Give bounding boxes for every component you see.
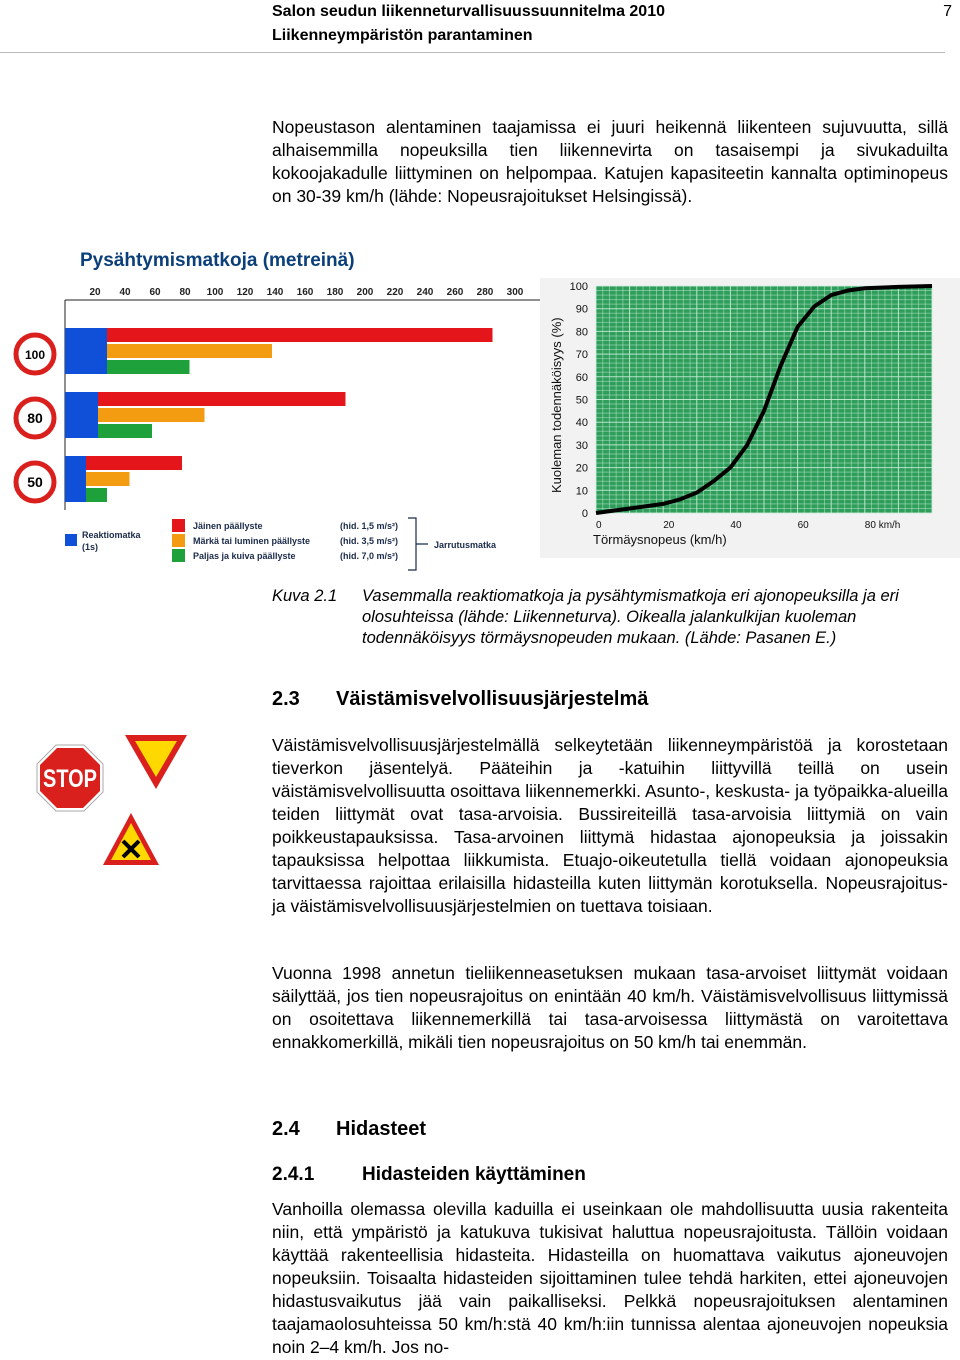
page-number: 7	[943, 3, 952, 20]
x-tick-label: 260	[446, 287, 464, 298]
section-heading-2-3	[272, 688, 648, 711]
legend-swatch-reaction	[65, 534, 77, 546]
header-divider	[0, 52, 945, 53]
caption-label: Kuva 2.1	[272, 587, 338, 605]
section-number: 2.4.1	[272, 1164, 315, 1185]
x-tick-label: 80 km/h	[864, 520, 901, 531]
x-tick-label: 160	[296, 287, 314, 298]
x-tick-label: 60	[149, 287, 161, 298]
legend-decel: (hid. 1,5 m/s²)	[340, 521, 399, 531]
legend-decel: (hid. 7,0 m/s²)	[340, 551, 399, 561]
death-probability-chart	[540, 278, 960, 558]
y-axis-label: Kuoleman todennäköisyys (%)	[549, 317, 564, 493]
y-tick-label: 90	[575, 303, 588, 316]
x-tick-label: 300	[506, 287, 524, 298]
braking-bracket	[408, 518, 428, 570]
section-number: 2.4	[272, 1118, 300, 1140]
dry-braking-bar	[107, 360, 190, 374]
reaction-bar	[65, 392, 98, 438]
section-title: Hidasteiden käyttäminen	[362, 1164, 586, 1185]
reaction-bar	[65, 328, 107, 374]
legend-label-braking: Jarrutusmatka	[434, 540, 497, 550]
speed-limit-label: 80	[27, 410, 43, 426]
x-tick-label: 140	[266, 287, 284, 298]
yield-sign-icon	[124, 734, 188, 790]
legend-swatch	[172, 534, 185, 547]
header-title: Salon seudun liikenneturvallisuussuunnitelma 2010	[272, 3, 665, 20]
x-tick-label: 240	[416, 287, 434, 298]
ice-braking-bar	[107, 328, 493, 342]
x-tick-label: 200	[356, 287, 374, 298]
section-number: 2.3	[272, 688, 300, 710]
section-2-3-paragraph-2: Vuonna 1998 annetun tieliikenneasetuksen mukaan tasa-arvoiset liittymät voidaan säilyttää, jos tien nopeusrajoitus on enintään 40 km/h. Väistämisvelvollisuus liittymissä on osoitettava liikennemerkillä tai tasa-arvoisessa liittymästä on varoitettava ennakkomerkillä, mikäli tien nopeusrajoitus on 50 km/h tai enemmän.	[272, 963, 948, 1052]
y-tick-label: 60	[575, 371, 588, 384]
header-subtitle: Liikenneympäristön parantaminen	[272, 27, 533, 44]
x-tick-label: 220	[386, 287, 404, 298]
y-tick-label: 80	[575, 326, 588, 339]
y-tick-label: 30	[575, 439, 588, 452]
y-tick-label: 100	[569, 281, 588, 293]
x-tick-label: 40	[119, 287, 131, 298]
intro-paragraph: Nopeustason alentaminen taajamissa ei juuri heikennä liikenteen sujuvuutta, sillä alhaisemmilla nopeuksilla tien liikennevirta on tasaisempi ja sivukaduilta kokoojakadulle liittyminen on helpompaa. Katujen kapasiteetin kannalta optiminopeus on 30-39 km/h (lähde: Nopeusrajoitukset Helsingissä).	[272, 117, 948, 206]
section-title: Väistämisvelvollisuusjärjestelmä	[336, 688, 649, 710]
section-2-3-paragraph-1: Väistämisvelvollisuusjärjestelmällä selkeytetään liikenneympäristöä ja korostetaan tieverkon jäsentelyä. Pääteihin ja -katuihin liittyvillä teillä on usein väistämisvelvollisuutta osoittava liikennemerkki. Asunto-, keskusta- ja työpaikka-alueilla teiden liittymät ovat tasa-arvoisia. Bussireiteillä tasa-arvoisia liittymiä on vain poikkeustapauksissa. Tasa-arvoinen liittymä hidastaa ajonopeuksia ja joissakin tapauksissa helpottaa liikkumista. Etuajo-oikeutetulla tiellä voidaan ajonopeuksia tarvittaessa rajoittaa erilaisilla hidasteilla kuten liittymän korotuksella. Nopeusrajoitus- ja väistämisvelvollisuusjärjestelmien on tuettava toisiaan.	[272, 735, 948, 916]
x-tick-label: 20	[89, 287, 101, 298]
speed-limit-label: 100	[24, 348, 46, 362]
dry-braking-bar	[98, 424, 152, 438]
ice-braking-bar	[98, 392, 346, 406]
y-tick-label: 0	[581, 508, 588, 520]
x-tick-label: 180	[326, 287, 344, 298]
legend-label: Paljas ja kuiva päällyste	[193, 551, 296, 561]
stopping-distance-chart	[10, 280, 540, 575]
x-axis-label: Törmäysnopeus (km/h)	[593, 532, 727, 547]
legend-label-reaction: Reaktiomatka	[82, 530, 141, 540]
wet-braking-bar	[98, 408, 205, 422]
x-tick-label: 40	[730, 520, 742, 531]
section-2-4-1-paragraph: Vanhoilla olemassa olevilla kaduilla ei useinkaan ole mahdollisuutta uusia rakenteita niin, että ympäristö ja katukuva tukisivat haluttua nopeusrajoitusta. Tällöin voidaan käyttää rakenteellisia hidasteita. Hidasteilla on huomattava vaikutus ajoneuvojen nopeuksiin. Toisaalta hidasteiden sijoittaminen tulee tehdä harkiten, ettei ajoneuvojen hidastusvaikutus jää vain paikalliseksi. Pelkkä nopeusrajoituksen alentaminen taajamaolosuhteissa 50 km/h:stä 40 km/h:iin tunnissa alentaa ajoneuvojen nopeuksia noin 2–4 km/h. Jos no-	[272, 1199, 948, 1357]
y-tick-label: 10	[575, 485, 588, 498]
section-heading-2-4-1	[272, 1164, 586, 1186]
x-tick-label: 80	[179, 287, 191, 298]
wet-braking-bar	[107, 344, 272, 358]
intersection-warning-sign-icon	[102, 812, 160, 866]
x-tick-label: 60	[797, 520, 809, 531]
caption-text: Vasemmalla reaktiomatkoja ja pysähtymismatkoja eri ajonopeuksilla ja eri olosuhteissa (lähde: Liikenneturva). Oikealla jalankulkijan kuoleman todennäköisyys törmäysnopeuden mukaan. (Lähde: Pasanen E.)	[362, 587, 899, 647]
figure-caption	[272, 586, 948, 649]
legend-label: Märkä tai luminen päällyste	[193, 536, 311, 546]
legend-label-reaction-sub: (1s)	[82, 542, 99, 552]
ice-braking-bar	[86, 456, 182, 470]
x-tick-label: 280	[476, 287, 494, 298]
page-header	[272, 0, 952, 48]
legend-swatch	[172, 549, 185, 562]
figure-title: Pysähtymismatkoja (metreinä)	[80, 250, 355, 271]
stop-sign-icon	[36, 744, 104, 812]
legend-swatch	[172, 519, 185, 532]
section-title: Hidasteet	[336, 1118, 427, 1140]
reaction-bar	[65, 456, 86, 502]
dry-braking-bar	[86, 488, 107, 502]
wet-braking-bar	[86, 472, 130, 486]
speed-limit-label: 50	[27, 474, 43, 490]
y-tick-label: 40	[575, 417, 588, 430]
x-tick-label: 100	[206, 287, 224, 298]
x-tick-label: 120	[236, 287, 254, 298]
section-heading-2-4	[272, 1118, 426, 1141]
y-tick-label: 50	[575, 394, 588, 407]
y-tick-label: 20	[575, 462, 588, 475]
stop-sign-text: STOP	[43, 765, 97, 793]
x-tick-label: 20	[663, 520, 675, 531]
x-tick-label: 0	[596, 520, 602, 531]
y-tick-label: 70	[575, 349, 588, 362]
legend-label: Jäinen päällyste	[193, 521, 263, 531]
legend-decel: (hid. 3,5 m/s²)	[340, 536, 399, 546]
